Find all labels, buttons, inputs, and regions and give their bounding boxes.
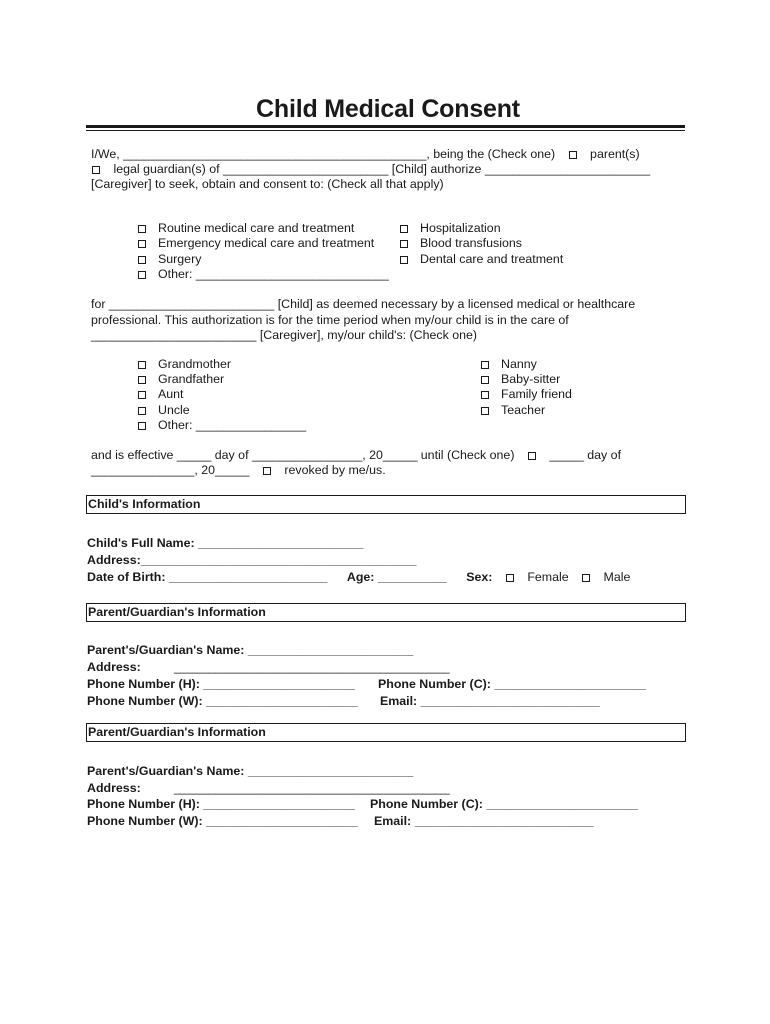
care-checkbox[interactable] xyxy=(138,271,146,279)
child-age-field[interactable]: Age: __________ xyxy=(346,570,447,584)
relation-checkbox[interactable] xyxy=(481,376,489,384)
relation-nanny[interactable] xyxy=(480,357,537,372)
guardian1-phone-c-field[interactable]: Phone Number (C): ______________________ xyxy=(378,677,646,691)
relation-label: Teacher xyxy=(501,403,546,417)
para2-line-1: for ________________________ [Child] as deemed necessary by a licensed medical or healthcare xyxy=(91,297,636,311)
relation-label: Family friend xyxy=(501,387,572,401)
care-option-dental[interactable] xyxy=(399,252,563,267)
relation-babysitter[interactable] xyxy=(480,372,560,387)
female-checkbox[interactable] xyxy=(506,574,514,582)
relation-checkbox[interactable] xyxy=(138,376,146,384)
relation-uncle[interactable] xyxy=(137,403,190,418)
relation-label: Other: ________________ xyxy=(158,418,307,432)
relation-teacher[interactable] xyxy=(480,403,545,418)
effective-line-2-text: _______________, 20_____ xyxy=(91,463,250,477)
relation-checkbox[interactable] xyxy=(138,407,146,415)
guardian1-phone-h-field[interactable]: Phone Number (H): ______________________ xyxy=(87,677,355,691)
care-checkbox[interactable] xyxy=(400,256,408,264)
effective-line-1-text: and is effective _____ day of ________________, 20_____ until (Check one) xyxy=(91,448,515,462)
male-label: Male xyxy=(603,570,631,584)
child-info-header: Child's Information xyxy=(86,495,686,514)
effective-line-1 xyxy=(91,448,621,463)
care-option-emergency[interactable] xyxy=(137,236,374,251)
care-option-surgery[interactable] xyxy=(137,252,201,267)
until-date-text: _____ day of xyxy=(549,448,622,462)
relation-checkbox[interactable] xyxy=(481,407,489,415)
para2-line-2: professional. This authorization is for the time period when my/our child is in the care of xyxy=(91,313,569,327)
male-checkbox[interactable] xyxy=(582,574,590,582)
care-label: Dental care and treatment xyxy=(420,252,564,266)
effective-line-2 xyxy=(91,463,386,478)
intro-line-1 xyxy=(91,147,640,162)
relation-label: Uncle xyxy=(158,403,190,417)
title-rule-thin xyxy=(86,130,685,131)
care-option-blood[interactable] xyxy=(399,236,522,251)
child-sex-label: Sex: xyxy=(466,570,493,584)
para2-line-3: ________________________ [Caregiver], my/our child's: (Check one) xyxy=(91,328,478,342)
care-label: Other: ____________________________ xyxy=(158,267,389,281)
title-rule-thick xyxy=(86,125,685,128)
guardian2-phone-h-field[interactable]: Phone Number (H): ______________________ xyxy=(87,797,355,811)
page-title: Child Medical Consent xyxy=(256,95,520,123)
guardian1-email-field[interactable]: Email: __________________________ xyxy=(380,694,600,708)
intro-line-1-text: I/We, ____________________________________________, being the (Check one) xyxy=(91,147,556,161)
relation-label: Baby-sitter xyxy=(501,372,561,386)
care-option-hospitalization[interactable] xyxy=(399,221,501,236)
guardian1-name-field[interactable]: Parent's/Guardian's Name: ________________________ xyxy=(87,643,414,657)
care-label: Blood transfusions xyxy=(420,236,522,250)
child-dob-field[interactable]: Date of Birth: _______________________ xyxy=(87,570,328,584)
revoked-checkbox[interactable] xyxy=(263,467,271,475)
care-label: Surgery xyxy=(158,252,202,266)
guardian2-address-label: Address: xyxy=(87,781,141,795)
relation-label: Grandmother xyxy=(158,357,232,371)
guardian2-header: Parent/Guardian's Information xyxy=(86,723,686,742)
relation-checkbox[interactable] xyxy=(481,361,489,369)
guardian1-address-field[interactable]: ________________________________________ xyxy=(174,660,450,674)
care-checkbox[interactable] xyxy=(138,240,146,248)
guardian2-address-field[interactable]: ________________________________________ xyxy=(174,781,450,795)
relation-checkbox[interactable] xyxy=(138,361,146,369)
guardian2-phone-c-field[interactable]: Phone Number (C): ______________________ xyxy=(370,797,638,811)
guardian1-header: Parent/Guardian's Information xyxy=(86,603,686,622)
relation-checkbox[interactable] xyxy=(481,391,489,399)
care-checkbox[interactable] xyxy=(138,256,146,264)
relation-grandfather[interactable] xyxy=(137,372,224,387)
parents-checkbox[interactable] xyxy=(569,151,577,159)
guardian1-phone-w-field[interactable]: Phone Number (W): ______________________ xyxy=(87,694,358,708)
revoked-label: revoked by me/us. xyxy=(284,463,386,477)
guardian2-email-field[interactable]: Email: __________________________ xyxy=(374,814,594,828)
female-label: Female xyxy=(527,570,569,584)
care-option-routine[interactable] xyxy=(137,221,354,236)
care-option-other[interactable] xyxy=(137,267,389,282)
relation-other[interactable] xyxy=(137,418,306,433)
care-label: Emergency medical care and treatment xyxy=(158,236,375,250)
care-label: Routine medical care and treatment xyxy=(158,221,355,235)
intro-line-3: [Caregiver] to seek, obtain and consent to: (Check all that apply) xyxy=(91,177,444,191)
relation-aunt[interactable] xyxy=(137,387,184,402)
relation-grandmother[interactable] xyxy=(137,357,231,372)
care-checkbox[interactable] xyxy=(400,240,408,248)
child-full-name-field[interactable]: Child's Full Name: ________________________ xyxy=(87,536,364,550)
child-address-field[interactable]: Address:________________________________________ xyxy=(87,553,417,567)
intro-line-2 xyxy=(91,162,650,177)
until-date-checkbox[interactable] xyxy=(528,452,536,460)
care-label: Hospitalization xyxy=(420,221,501,235)
guardian1-address-label: Address: xyxy=(87,660,141,674)
relation-label: Grandfather xyxy=(158,372,225,386)
legal-guardians-checkbox[interactable] xyxy=(92,166,100,174)
relation-family-friend[interactable] xyxy=(480,387,572,402)
guardian2-name-field[interactable]: Parent's/Guardian's Name: ________________________ xyxy=(87,764,414,778)
relation-label: Aunt xyxy=(158,387,184,401)
guardian2-phone-w-field[interactable]: Phone Number (W): ______________________ xyxy=(87,814,358,828)
intro-line-2-text: legal guardian(s) of ________________________ [Child] authorize ________________________ xyxy=(113,162,651,176)
parents-label: parent(s) xyxy=(590,147,640,161)
child-dob-row xyxy=(87,570,630,585)
relation-checkbox[interactable] xyxy=(138,422,146,430)
relation-label: Nanny xyxy=(501,357,537,371)
care-checkbox[interactable] xyxy=(400,225,408,233)
care-checkbox[interactable] xyxy=(138,225,146,233)
relation-checkbox[interactable] xyxy=(138,391,146,399)
